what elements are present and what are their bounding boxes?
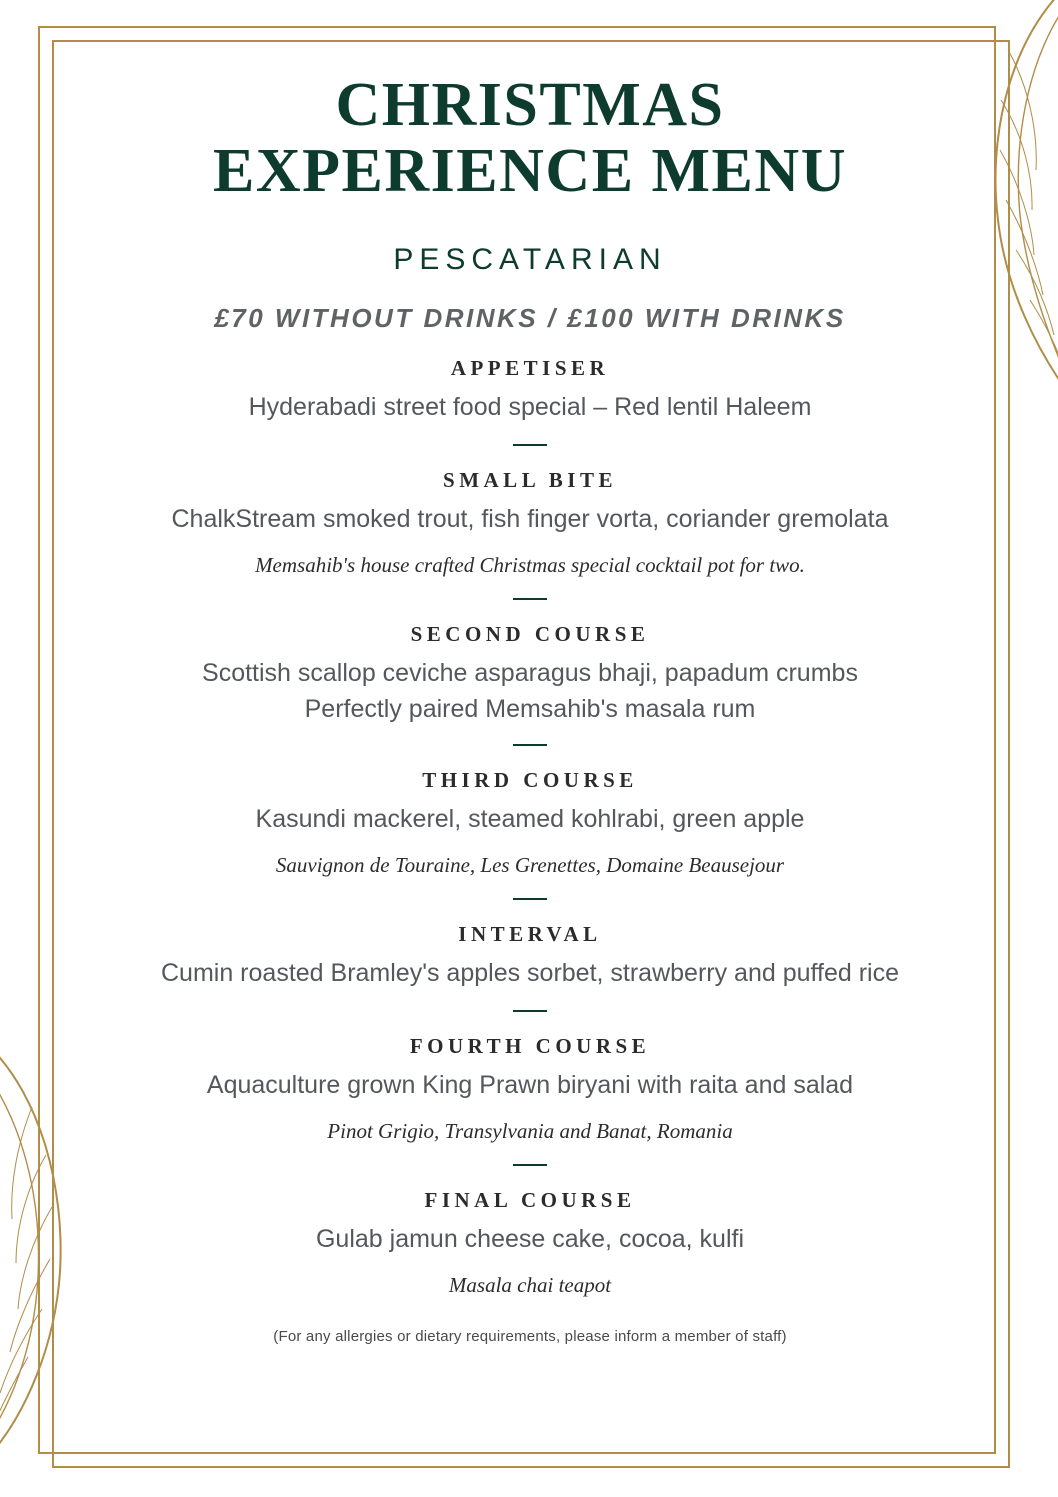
- section-divider: [513, 444, 547, 446]
- page-title: [90, 72, 970, 205]
- course-section: [90, 768, 970, 878]
- section-divider: [513, 1010, 547, 1012]
- course-section: [90, 1188, 970, 1298]
- course-dish: Cumin roasted Bramley's apples sorbet, strawberry and puffed rice: [161, 958, 899, 987]
- section-divider: [513, 1164, 547, 1166]
- course-section: [90, 622, 970, 724]
- course-heading: INTERVAL: [458, 921, 602, 946]
- menu-content: [90, 60, 970, 1345]
- course-dish: ChalkStream smoked trout, fish finger vorta, coriander gremolata: [171, 505, 889, 534]
- course-heading: SMALL BITE: [443, 468, 617, 493]
- section-divider: [513, 898, 547, 900]
- course-pairing: Pinot Grigio, Transylvania and Banat, Romania: [327, 1119, 733, 1144]
- section-divider: [513, 598, 547, 600]
- course-heading: THIRD COURSE: [422, 767, 638, 792]
- course-pairing: Sauvignon de Touraine, Les Grenettes, Domaine Beausejour: [275, 852, 785, 877]
- course-section: [90, 468, 970, 578]
- menu-price-line: £70 WITHOUT DRINKS / £100 WITH DRINKS: [214, 302, 846, 333]
- course-dish: Scottish scallop ceviche asparagus bhaji, papadum crumbs: [202, 659, 858, 688]
- course-dish: Kasundi mackerel, steamed kohlrabi, green apple: [255, 804, 805, 833]
- course-dish: Hyderabadi street food special – Red lentil Haleem: [248, 392, 812, 421]
- course-pairing: Perfectly paired Memsahib's masala rum: [304, 694, 756, 723]
- course-heading: APPETISER: [450, 355, 610, 380]
- allergy-footnote: (For any allergies or dietary requirements, please inform a member of staff): [273, 1327, 787, 1345]
- course-dish: Gulab jamun cheese cake, cocoa, kulfi: [315, 1225, 744, 1254]
- course-section: [90, 922, 970, 991]
- course-pairing: Masala chai teapot: [448, 1272, 612, 1297]
- course-pairing: Memsahib's house crafted Christmas special cocktail pot for two.: [255, 553, 805, 578]
- title-line-2: EXPERIENCE MENU: [213, 137, 847, 206]
- course-dish: Aquaculture grown King Prawn biryani with raita and salad: [206, 1071, 854, 1100]
- course-section: [90, 1034, 970, 1144]
- title-line-1: CHRISTMAS: [335, 71, 725, 139]
- course-heading: SECOND COURSE: [410, 622, 650, 647]
- section-divider: [513, 744, 547, 746]
- course-heading: FOURTH COURSE: [409, 1034, 651, 1059]
- course-heading: FINAL COURSE: [424, 1188, 636, 1213]
- menu-subtitle: PESCATARIAN: [393, 242, 667, 276]
- course-section: [90, 356, 970, 425]
